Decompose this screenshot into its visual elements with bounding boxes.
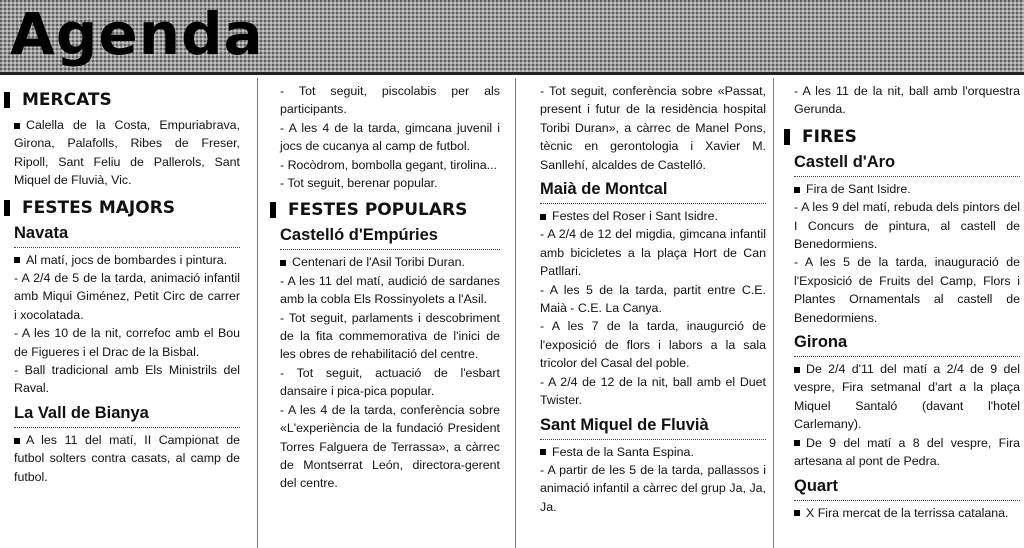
event-item [14, 431, 240, 486]
event-item [794, 253, 1020, 327]
event-item [280, 253, 500, 271]
square-bullet-icon [14, 123, 20, 129]
event-item [794, 360, 1020, 434]
square-bullet-icon [784, 129, 790, 145]
section-heading-text: FESTES MAJORS [22, 197, 176, 218]
square-bullet-icon [540, 449, 546, 455]
event-item-text: - Tot seguit, berenar popular. [280, 176, 438, 191]
event-item-text: - A les 5 de la tarda, inauguració de l'Exposició de Fruits del Camp, Flors i Plantes Ornamentals al castell de Benedormiens. [794, 255, 1020, 325]
place-heading: Girona [794, 333, 1020, 357]
event-item-text: - A les 11 del matí, audició de sardanes amb la cobla Els Rossinyolets a l'Asil. [280, 273, 500, 307]
agenda-header [0, 0, 1024, 75]
event-item-text: A les 11 del matí, II Campionat de futbol solters contra casats, al camp de futbol. [14, 432, 240, 484]
agenda-column-1 [4, 82, 240, 548]
event-item [280, 82, 500, 119]
event-item-text: - A les 10 de la nit, correfoc amb el Bou de Figueres i el Drac de la Bisbal. [14, 326, 240, 359]
section-heading [4, 198, 240, 218]
event-item [280, 364, 500, 401]
event-item [794, 82, 1020, 119]
event-item-text: Festa de la Santa Espina. [552, 444, 694, 459]
event-item [14, 116, 240, 190]
event-item-text: De 2/4 d'11 del matí a 2/4 de 9 del vespre, Fira setmanal d'art a la plaça Miquel Santaló (davant l'hotel Carlemany). [794, 362, 1020, 432]
event-item [540, 225, 766, 280]
column-divider [773, 78, 774, 548]
section-heading [784, 127, 1020, 147]
event-item [280, 272, 500, 309]
section-heading-text: MERCATS [22, 90, 112, 110]
square-bullet-icon [794, 187, 800, 193]
column-divider [515, 78, 516, 548]
square-bullet-icon [4, 200, 10, 216]
square-bullet-icon [794, 440, 800, 446]
event-item-text: - A les 4 de la tarda, conferència sobre «L'experiència de la fundació President Torres Falguera de Terrassa», a càrrec de Montserrat León, directora-gerent del centre. [280, 402, 500, 491]
event-item [14, 251, 240, 269]
event-item [540, 317, 766, 372]
square-bullet-icon [14, 257, 20, 263]
event-item [540, 461, 766, 516]
place-heading: Castell d'Aro [794, 153, 1020, 177]
event-item-text: De 9 del matí a 8 del vespre, Fira artesana al pont de Pedra. [794, 435, 1020, 469]
event-item-text: - Tot seguit, actuació de l'esbart dansaire i pica-pica popular. [280, 365, 500, 399]
event-item [540, 281, 766, 318]
square-bullet-icon [794, 510, 800, 516]
place-heading: Navata [14, 224, 240, 248]
square-bullet-icon [794, 367, 800, 373]
event-item [14, 324, 240, 361]
event-item [280, 309, 500, 364]
place-heading: Sant Miquel de Fluvià [540, 416, 766, 440]
event-item-text: - A 2/4 de 12 de la nit, ball amb el Duet Twister. [540, 374, 766, 408]
event-item-text: Centenari de l'Asil Toribi Duran. [292, 255, 465, 270]
column-divider [257, 78, 258, 548]
event-item [794, 504, 1020, 522]
square-bullet-icon [270, 202, 276, 218]
place-heading: Quart [794, 477, 1020, 501]
event-item-text: - Tot seguit, conferència sobre «Passat, present i futur de la residència hospital Toribi Duran», a càrrec de Manel Pons, tècnic en gerontologia i Xavier M. Sanllehí, alcaldes de Castelló. [540, 84, 766, 172]
event-item [794, 434, 1020, 471]
section-heading-text: FESTES POPULARS [288, 200, 468, 221]
section-heading-text: FIRES [802, 126, 857, 147]
event-item-text: - A les 9 del matí, rebuda dels pintors del I Concurs de pintura, al castell de Benedormiens. [794, 200, 1020, 252]
event-item [280, 174, 500, 192]
square-bullet-icon [540, 214, 546, 220]
event-item [540, 207, 766, 225]
event-item [794, 180, 1020, 198]
agenda-column-3 [530, 82, 766, 548]
place-heading: La Vall de Bianya [14, 404, 240, 428]
event-item-text: Calella de la Costa, Empuriabrava, Girona, Palafolls, Ribes de Freser, Ripoll, Sant Feliu de Pallerols, Sant Miquel de Fluvià, Vic. [14, 118, 240, 188]
section-heading [270, 200, 500, 220]
place-heading: Castelló d'Empúries [280, 226, 500, 250]
event-item-text: - A les 11 de la nit, ball amb l'orquestra Gerunda. [794, 84, 1020, 117]
square-bullet-icon [4, 92, 10, 108]
event-item [280, 156, 500, 174]
section-heading [4, 90, 240, 110]
event-item-text: Fira de Sant Isidre. [806, 181, 911, 196]
event-item-text: Festes del Roser i Sant Isidre. [552, 209, 718, 224]
square-bullet-icon [280, 260, 286, 266]
place-heading: Maià de Montcal [540, 180, 766, 204]
event-item [14, 361, 240, 398]
page-title: Agenda [10, 0, 264, 68]
event-item-text: X Fira mercat de la terrissa catalana. [806, 505, 1009, 520]
event-item [280, 401, 500, 493]
event-item-text: - A les 7 de la tarda, inaugurció de l'exposició de flors i labors a la sala tricolor del Casal del poble. [540, 319, 766, 371]
event-item-text: - A partir de les 5 de la tarda, pallassos i animació infantil a càrrec del grup Ja, Ja, Ja. [540, 462, 766, 514]
event-item-text: - A 2/4 de 12 del migdia, gimcana infantil amb bicicletes a la plaça Hort de Can Patllari. [540, 227, 766, 279]
event-item-text: Al matí, jocs de bombardes i pintura. [26, 252, 228, 267]
event-item-text: - Ball tradicional amb Els Ministrils del Raval. [14, 363, 240, 396]
event-item-text: - Tot seguit, piscolabis per als participants. [280, 84, 500, 117]
event-item [540, 443, 766, 461]
event-item [540, 82, 766, 174]
square-bullet-icon [14, 438, 20, 444]
event-item [14, 269, 240, 324]
agenda-column-2 [270, 82, 500, 548]
event-item-text: - A 2/4 de 5 de la tarda, animació infantil amb Miqui Giménez, Petit Circ de carrer i xocolatada. [14, 271, 240, 322]
event-item [794, 198, 1020, 253]
event-item [540, 373, 766, 410]
event-item-text: - Tot seguit, parlaments i descobriment de la fita commemorativa de l'inici de les obres de rehabilitació del centre. [280, 310, 500, 362]
agenda-column-4 [784, 82, 1020, 548]
event-item-text: - Rocòdrom, bombolla gegant, tirolina... [280, 157, 497, 172]
event-item-text: - A les 4 de la tarda, gimcana juvenil i jocs de cucanya al camp de futbol. [280, 120, 500, 154]
event-item [280, 119, 500, 156]
event-item-text: - A les 5 de la tarda, partit entre C.E. Maià - C.E. La Canya. [540, 282, 766, 316]
